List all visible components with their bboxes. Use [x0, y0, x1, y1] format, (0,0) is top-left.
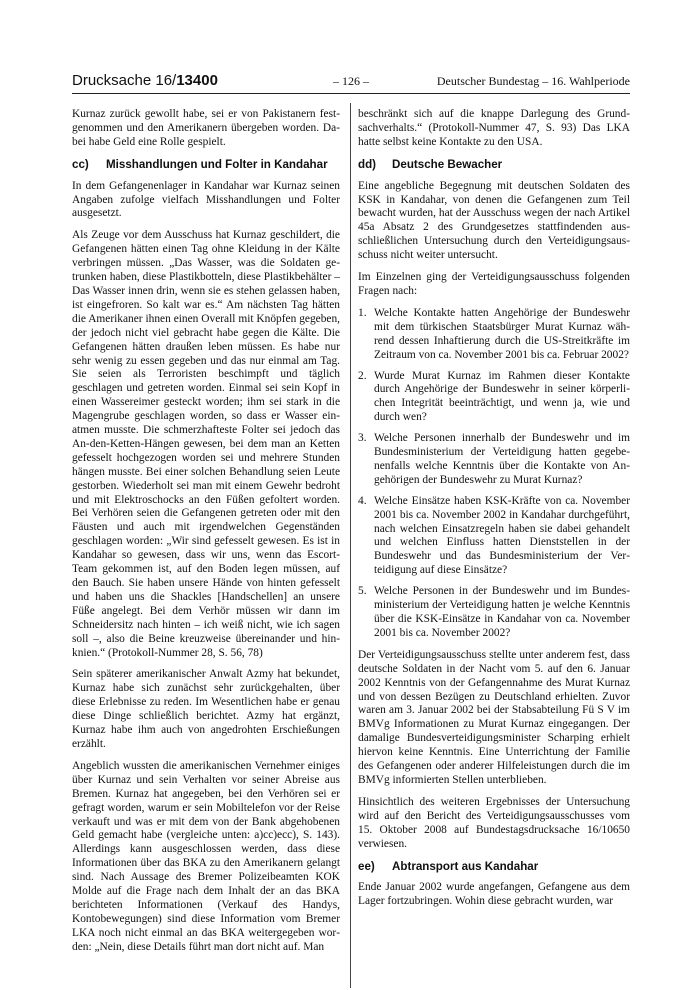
- document-number-prefix: Drucksache 16/: [72, 72, 177, 89]
- publication-title: Deutscher Bundestag – 16. Wahlperiode: [436, 74, 630, 88]
- list-text: Welche Einsätze haben KSK-Kräfte von ca. November 2001 bis ca. November 2002 in Kandahar durchgeführt, nach welchen Einsatzregeln haben sie dabei gehandelt und welchen Einfluss hatten Dienststellen in der Bundeswehr und das Bundesministerium der Verteidigung auf diese Einsätze?: [374, 494, 630, 577]
- list-item: [358, 307, 630, 363]
- list-item: [358, 495, 630, 578]
- paragraph: Angeblich wussten die amerikanischen Vernehmer einiges über Kurnaz und sein Verhalten vor seiner Abreise aus Bremen. Kurnaz hat angegeben, bei den Verhören sei er gefragt worden, warum er sein Mobiltelefon vor der Reise verkauft und was er mit dem von der Bank abgehobenen Geld gemacht habe (vergleiche unten: a)cc)ecc), S. 143). Allerdings kann ausgeschlossen werden, dass diese Informationen über das BKA zu den Amerikanern gelangt sind. Nach Aussage des Bremer Polizeibeamten KOK Molde auf die Frage nach dem Inhalt der an das BKA berichteten Informationen (Verkauf des Handys, Kontobewegungen) sind diese Information vom Bremer LKA noch nicht einmal an das BKA weitergegeben worden: „Nein, diese Details führt man dort nicht auf. Man: [72, 759, 340, 953]
- paragraph: beschränkt sich auf die knappe Darlegung des Grundsachverhalts.“ (Protokoll-Nummer 47, S. 93) Das LKA hatte selbst keine Kontakte zu den USA.: [358, 108, 630, 148]
- paragraph: Der Verteidigungsausschuss stellte unter anderem fest, dass deutsche Soldaten in der Nacht vom 5. auf den 6. Januar 2002 Kenntnis von der Gefangennahme des Murat Kurnaz und von dessen Bezügen zu Deutschland erhielten. Zuvor waren am 3. Januar 2002 bei der Stabsabteilung Fü S V im BMVg Informationen zu Murat Kurnaz eingegangen. Der damalige Bundesverteidigungsminister Scharping erhielt hiervon keine Kenntnis. Eine Unterrichtung der Familie des Gefangenen oder anderer Hilfeleistungen durch die im BMVg informierten Stellen unterblieben.: [358, 648, 630, 786]
- list-text: Welche Personen innerhalb der Bundeswehr und im Bundesministerium der Verteidigung hatten gegebenenfalls welche Kenntnis über die Kontakte von Angehörigen der Bundeswehr zu Murat Kurnaz?: [374, 432, 630, 486]
- section-title: Misshandlungen und Folter in Kandahar: [106, 157, 328, 171]
- list-number: 3.: [358, 432, 367, 445]
- section-number: dd): [358, 157, 377, 171]
- list-text: Welche Kontakte hatten Angehörige der Bundeswehr mit dem türkischen Staatsbürger Murat Kurnaz während dessen Inhaftierung durch die US-Streitkräfte im Zeitraum von ca. November 2001 bis ca. Februar 2002?: [374, 306, 630, 361]
- paragraph: Eine angebliche Begegnung mit deutschen Soldaten des KSK in Kandahar, von denen die Gefangenen zum Teil bewacht wurden, hat der Ausschuss wegen der nach Artikel 45a Absatz 2 des Grundgesetzes stattfindenden ausschließlichen Untersuchung durch den Verteidigungsausschuss nicht weiter untersucht.: [358, 179, 630, 262]
- paragraph: In dem Gefangenenlager in Kandahar war Kurnaz seinen Angaben zufolge vielfach Misshandlungen und Folter ausgesetzt.: [72, 179, 340, 220]
- list-item: [358, 585, 630, 641]
- list-number: 4.: [358, 494, 367, 507]
- paragraph: Kurnaz zurück gewollt habe, sei er von Pakistanern festgenommen und den Amerikanern übergeben worden. Dabei habe Geld eine Rolle gespielt.: [72, 108, 340, 148]
- section-heading-cc: [72, 158, 340, 172]
- question-list: [358, 307, 630, 641]
- section-title: Abtransport aus Kandahar: [392, 859, 539, 873]
- paragraph: Als Zeuge vor dem Ausschuss hat Kurnaz geschildert, die Gefangenen hätten einen Tag ohne Kleidung in der Kälte verbringen müssen. „Das Wasser, was die Soldaten getrunken haben, diese Plastikbotteln, diese Plastikbehälter – Das Wasser innen drin, wenn sie es stehen gelassen haben, ist eingefroren. So kalt war es.“ Am nächsten Tag hätten die Amerikaner ihnen einen Overall mit Knöpfen gegeben, der jedoch nicht viel gebracht habe gegen die Kälte. Die Gefangenen hätten draußen leben müssen. Es habe nur sehr wenig zu essen gegeben und das nur einmal am Tag. Sie seien als Terroristen beschimpft und täglich geschlagen und getreten worden. Einmal sei sein Kopf in einen Wassereimer gesteckt worden; ihm sei stark in die Magengrube geschlagen worden, so dass er Wasser einatmen musste. Die schmerzhafteste Folter sei jedoch das An-den-Ketten-Hängen gewesen, bei dem man an Ketten gefesselt hochgezogen worden sei und mehrere Stunden hängen musste. Bei einer solchen Behandlung seien Leute gestorben. Wiederholt sei man mit einem Gewehr bedroht und mit Elektroschocks an den Füßen gefoltert worden. Bei Verhören seien die Gefangenen getreten oder mit den Fäusten und auch mit irgendwelchen Gegenständen geschlagen worden: „Wir sind gefesselt gewesen. Es ist in Kandahar so gewesen, dass wir uns, wenn das Escort-Team gekommen ist, auf den Boden legen müssen, auf den Bauch. Sie haben unsere Hände von hinten gefesselt und haben uns die Shackles [Handschellen] an unsere Füße angelegt. Bei dem Verhör müssen wir dann im Schneidersitz nach hinten – ich weiß nicht, wie ich sagen soll –, also die Beine kreuzweise übereinander und hinknien.“ (Protokoll-Nummer 28, S. 56, 78): [72, 229, 340, 659]
- page-header: [72, 72, 630, 94]
- section-heading-dd: [358, 158, 630, 172]
- list-number: 2.: [358, 369, 367, 382]
- section-heading-ee: [358, 860, 630, 874]
- section-title: Deutsche Bewacher: [392, 157, 503, 171]
- list-number: 1.: [358, 306, 367, 319]
- paragraph: Hinsichtlich des weiteren Ergebnisses der Untersuchung wird auf den Bericht des Verteidigungsausschusses vom 15. Oktober 2008 auf Bundestagsdrucksache 16/10650 verwiesen.: [358, 795, 630, 850]
- section-number: cc): [72, 157, 89, 171]
- paragraph: Im Einzelnen ging der Verteidigungsausschuss folgenden Fragen nach:: [358, 271, 630, 297]
- section-number: ee): [358, 859, 375, 873]
- paragraph: Sein späterer amerikanischer Anwalt Azmy hat bekundet, Kurnaz habe sich zunächst sehr zurückgehalten, über diese Erlebnisse zu reden. Im Wesentlichen habe er genau diese Dinge schließlich berichtet. Azmy hat ergänzt, Kurnaz habe ihm auch von angedrohten Erschießungen erzählt.: [72, 668, 340, 750]
- page-number: – 126 –: [333, 74, 369, 88]
- right-column: [358, 108, 630, 917]
- paragraph: Ende Januar 2002 wurde angefangen, Gefangene aus dem Lager fortzubringen. Wohin diese gebracht wurden, war: [358, 881, 630, 908]
- list-number: 5.: [358, 585, 367, 598]
- column-divider: [350, 103, 351, 988]
- list-text: Wurde Murat Kurnaz im Rahmen dieser Kontakte durch Angehörige der Bundeswehr in seiner körperlichen Integrität beeinträchtigt, und wenn ja, wie und durch wen?: [374, 369, 630, 424]
- document-number-value: 13400: [176, 72, 218, 89]
- header-rule: [72, 93, 630, 94]
- left-column: [72, 108, 340, 963]
- list-item: [358, 432, 630, 488]
- list-item: [358, 370, 630, 426]
- list-text: Welche Personen in der Bundeswehr und im Bundesministerium der Verteidigung hatten je welche Kenntnis über die KSK-Einsätze in Kandahar von ca. November 2001 bis ca. November 2002?: [374, 585, 630, 639]
